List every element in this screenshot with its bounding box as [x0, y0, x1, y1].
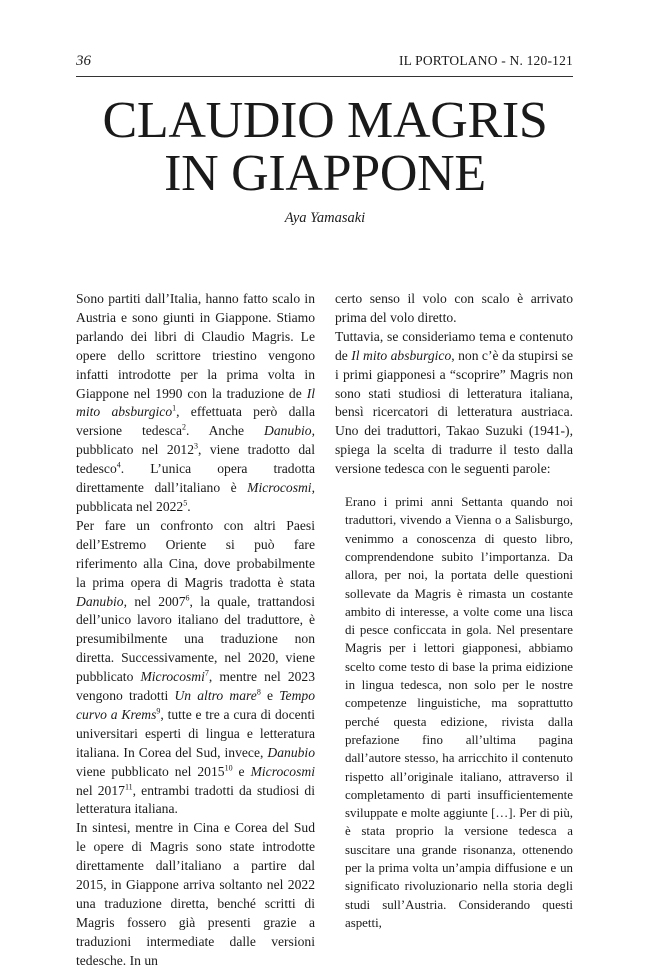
- footnote-ref: 3: [194, 441, 199, 451]
- author-name: Aya Yamasaki: [284, 210, 366, 226]
- paragraph: Per fare un confronto con altri Paesi dell’Estremo Oriente si può fare riferimento alla Cina, dove probabilmente la prima opera di Magris tradotta è stata Danubio, nel 2007$^6$, la quale, trattandosi dell’unico lavoro italiano del traduttore, è presumibilmente una traduzione non diretta. Successivamente, nel 2020, viene pubblicato Microcosmi$^7$, mentre nel 2023 vengono tradotti Un altro mare$^8$ e Tempo curvo a Krems$^9$, tutte e tre a cura di docenti universitari esperti di lingua e letteratura italiana. In Corea del Sud, invece, Danubio viene pubblicato nel 2015$^{10}$ e Microcosmi nel 2017$^{11}$, entrambi tradotti da studiosi di letteratura italiana.: [76, 517, 316, 817]
- footnote-ref: 2: [182, 422, 186, 432]
- title-line-2: IN GIAPPONE: [164, 145, 486, 202]
- header-rule: [76, 76, 573, 77]
- footnote-ref: 11: [124, 782, 133, 792]
- paragraph: certo senso il volo con scalo è arrivato prima del volo diretto.: [335, 291, 573, 325]
- title-line-1: CLAUDIO MAGRIS: [102, 92, 548, 149]
- footnote-ref: 9: [156, 706, 161, 716]
- journal-title: IL PORTOLANO - N. 120-121: [398, 53, 573, 68]
- footnote-ref: 10: [224, 763, 233, 773]
- block-quote: [345, 493, 573, 932]
- left-column: [76, 290, 315, 971]
- right-column: [335, 290, 573, 932]
- paragraph: Sono partiti dall’Italia, hanno fatto scalo in Austria e sono giunti in Giappone. Stiamo parlando dei libri di Claudio Magris. Le opere dello scrittore triestino vengono infatti introdotte per la prima volta in Giappone nel 1990 con la traduzione de Il mito absburgico$^1$, effettuata però dalla versione tedesca$^2$. Anche Danubio, pubblicato nel 2012$^3$, viene tradotto dal tedesco$^4$. L’unica opera tradotta direttamente dall’italiano è Microcosmi, pubblicata nel 2022$^5$.: [76, 291, 315, 514]
- running-header: [76, 53, 573, 75]
- article-title: [40, 94, 610, 200]
- footnote-ref: 1: [172, 403, 177, 413]
- paragraph: In sintesi, mentre in Cina e Corea del Sud le opere di Magris sono state introdotte direttamente dall’italiano a partire dal 2015, in Giappone arriva soltanto nel 2022 una traduzione diretta, benché scritti di Magris fossero già presenti grazie a traduzioni intermediate dalle versioni tedesche. In un: [76, 820, 315, 968]
- quote-text: Erano i primi anni Settanta quando noi traduttori, vivendo a Vienna o a Salisburgo, venimmo a conoscenza di questo libro, comprendendone subito l’importanza. Da allora, per noi, la portata delle questioni sollevate da Magris è rimasta un costante ambito di interesse, a volte come una lisca di pesce conficcata in gola. Nel presentare Magris per i lettori giapponesi, abbiamo scelto come testo di base la prima eidizione in lingua tedesca, non solo per le nostre competenze linguistiche, ma soprattutto perché questa edizione, rivista dalla prefazione fino all’ultima pagina dall’autore stesso, ha arricchito il contenuto rispetto all’originale italiano, attraverso il completamento di parti insufficientemente sviluppate e molte aggiunte […]. Per di più, è stata proprio la versione tedesca a suscitare una grande risonanza, ottenendo per la prima volta un’ampia diffusione e un significato rivoluzionario nella storia degli studi sull’Austria. Considerando questi aspetti,: [345, 495, 573, 930]
- paragraph: Tuttavia, se consideriamo tema e contenuto de Il mito absburgico, non c’è da stupirsi se i primi giapponesi a “scoprire” Magris non sono stati studiosi di letteratura italiana, bensì ricercatori di letteratura austriaca. Uno dei traduttori, Takao Suzuki (1941-), spiega la scelta di tradurre il testo dalla versione tedesca con le seguenti parole:: [335, 328, 574, 477]
- footnote-ref: 5: [183, 498, 188, 508]
- footnote-ref: 8: [256, 687, 261, 697]
- page-number: 36: [76, 53, 91, 69]
- footnote-ref: 6: [185, 592, 190, 602]
- footnote-ref: 7: [204, 668, 209, 678]
- footnote-ref: 4: [116, 460, 121, 470]
